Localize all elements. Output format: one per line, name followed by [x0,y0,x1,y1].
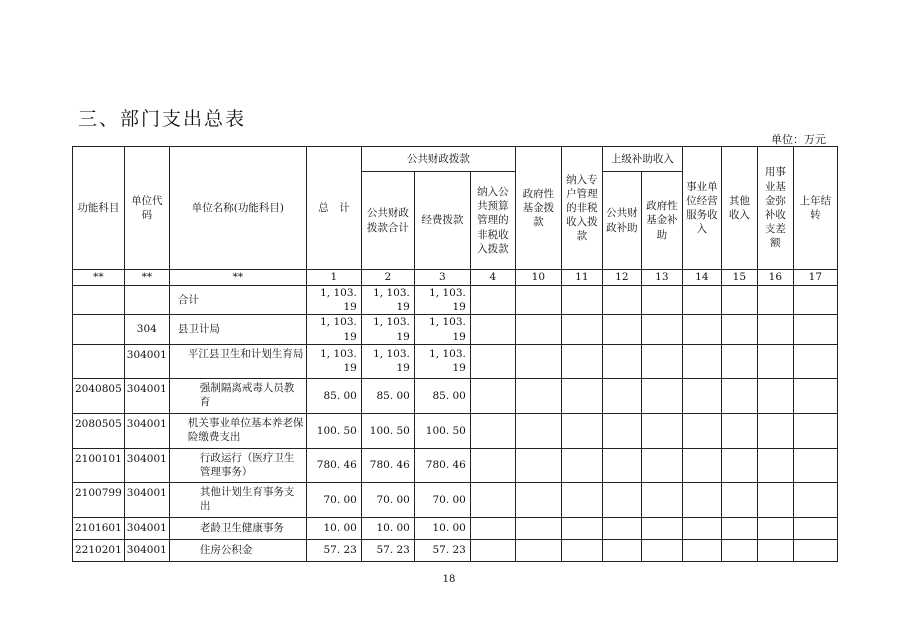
unit-name-cell: 合计 [169,286,306,315]
unit-code-cell: 304001 [124,344,169,378]
pf-subtotal-cell: 1, 103. 19 [361,315,414,344]
index-cell: 13 [641,270,682,286]
table-row [73,517,838,539]
unit-name-cell: 老龄卫生健康事务 [169,517,306,539]
pf-operating-cell: 57. 23 [414,539,470,561]
index-cell: 14 [682,270,721,286]
table-row [73,378,838,413]
func-code-cell [73,286,125,315]
pf-subtotal-cell: 70. 00 [361,482,414,517]
header-func-code: 功能科目 [73,147,125,270]
expenditure-table [72,146,838,562]
func-code-cell: 2080505 [73,413,125,448]
header-special-nontax: 纳入专户管理的非税收入拨款 [561,147,602,270]
pf-subtotal-cell: 85. 00 [361,378,414,413]
func-code-cell: 2040805 [73,378,125,413]
unit-code-cell: 304001 [124,539,169,561]
index-cell: 2 [361,270,414,286]
index-cell: 15 [721,270,757,286]
table-row [73,539,838,561]
total-cell: 100. 50 [306,413,361,448]
table-row [73,413,838,448]
total-cell: 85. 00 [306,378,361,413]
pf-operating-cell: 1, 103. 19 [414,344,470,378]
header-pf-operating: 经费拨款 [414,172,470,270]
index-cell: ** [124,270,169,286]
func-code-cell [73,344,125,378]
pf-subtotal-cell: 57. 23 [361,539,414,561]
table-row [73,315,838,344]
index-cell: 17 [793,270,837,286]
unit-name-cell: 强制隔离戒毒人员教育 [169,378,306,413]
index-cell: 1 [306,270,361,286]
header-fund-deficit: 用事业基金弥补收支差额 [757,147,793,270]
unit-name-cell: 平江县卫生和计划生育局 [169,344,306,378]
unit-label: 单位：万元 [771,133,826,146]
header-gov-fund: 政府性基金拨款 [515,147,561,270]
unit-code-cell: 304001 [124,482,169,517]
header-sup-public: 公共财政补助 [602,172,641,270]
header-row-1 [73,147,838,172]
index-cell: ** [169,270,306,286]
header-superior-subsidy: 上级补助收入 [602,147,682,172]
unit-code-cell: 304001 [124,413,169,448]
index-cell: 12 [602,270,641,286]
unit-name-cell: 机关事业单位基本养老保险缴费支出 [169,413,306,448]
header-pf-nontax: 纳入公共预算管理的非税收入拨款 [470,172,515,270]
pf-subtotal-cell: 1, 103. 19 [361,344,414,378]
header-unit-code: 单位代码 [124,147,169,270]
total-cell: 1, 103. 19 [306,315,361,344]
pf-subtotal-cell: 780. 46 [361,448,414,482]
header-pf-subtotal: 公共财政拨款合计 [361,172,414,270]
index-cell: 16 [757,270,793,286]
total-cell: 1, 103. 19 [306,344,361,378]
unit-code-cell: 304001 [124,378,169,413]
unit-name-cell: 行政运行（医疗卫生管理事务） [169,448,306,482]
unit-code-cell: 304001 [124,448,169,482]
unit-name-cell: 住房公积金 [169,539,306,561]
table-row [73,286,838,315]
unit-code-cell: 304 [124,315,169,344]
pf-operating-cell: 70. 00 [414,482,470,517]
func-code-cell: 2100101 [73,448,125,482]
header-other-income: 其他收入 [721,147,757,270]
header-sup-gov-fund: 政府性基金补助 [641,172,682,270]
index-cell: 3 [414,270,470,286]
index-row [73,270,838,286]
pf-subtotal-cell: 10. 00 [361,517,414,539]
pf-operating-cell: 1, 103. 19 [414,286,470,315]
index-cell: 11 [561,270,602,286]
func-code-cell [73,315,125,344]
unit-code-cell [124,286,169,315]
index-cell: 10 [515,270,561,286]
func-code-cell: 2100799 [73,482,125,517]
index-cell: ** [73,270,125,286]
table-row [73,344,838,378]
header-business-income: 事业单位经营服务收入 [682,147,721,270]
unit-code-cell: 304001 [124,517,169,539]
unit-name-cell: 县卫计局 [169,315,306,344]
pf-operating-cell: 10. 00 [414,517,470,539]
pf-operating-cell: 85. 00 [414,378,470,413]
pf-operating-cell: 780. 46 [414,448,470,482]
header-prior-carryover: 上年结转 [793,147,837,270]
header-total: 总 计 [306,147,361,270]
page-title: 三、部门支出总表 [78,108,247,130]
total-cell: 70. 00 [306,482,361,517]
total-cell: 1, 103. 19 [306,286,361,315]
table-row [73,448,838,482]
total-cell: 10. 00 [306,517,361,539]
total-cell: 57. 23 [306,539,361,561]
func-code-cell: 2101601 [73,517,125,539]
pf-subtotal-cell: 100. 50 [361,413,414,448]
func-code-cell: 2210201 [73,539,125,561]
unit-name-cell: 其他计划生育事务支出 [169,482,306,517]
index-cell: 4 [470,270,515,286]
pf-subtotal-cell: 1, 103. 19 [361,286,414,315]
header-unit-name: 单位名称(功能科目) [169,147,306,270]
pf-operating-cell: 1, 103. 19 [414,315,470,344]
pf-operating-cell: 100. 50 [414,413,470,448]
table-row [73,482,838,517]
header-public-finance: 公共财政拨款 [361,147,515,172]
page-number: 18 [442,574,456,585]
total-cell: 780. 46 [306,448,361,482]
